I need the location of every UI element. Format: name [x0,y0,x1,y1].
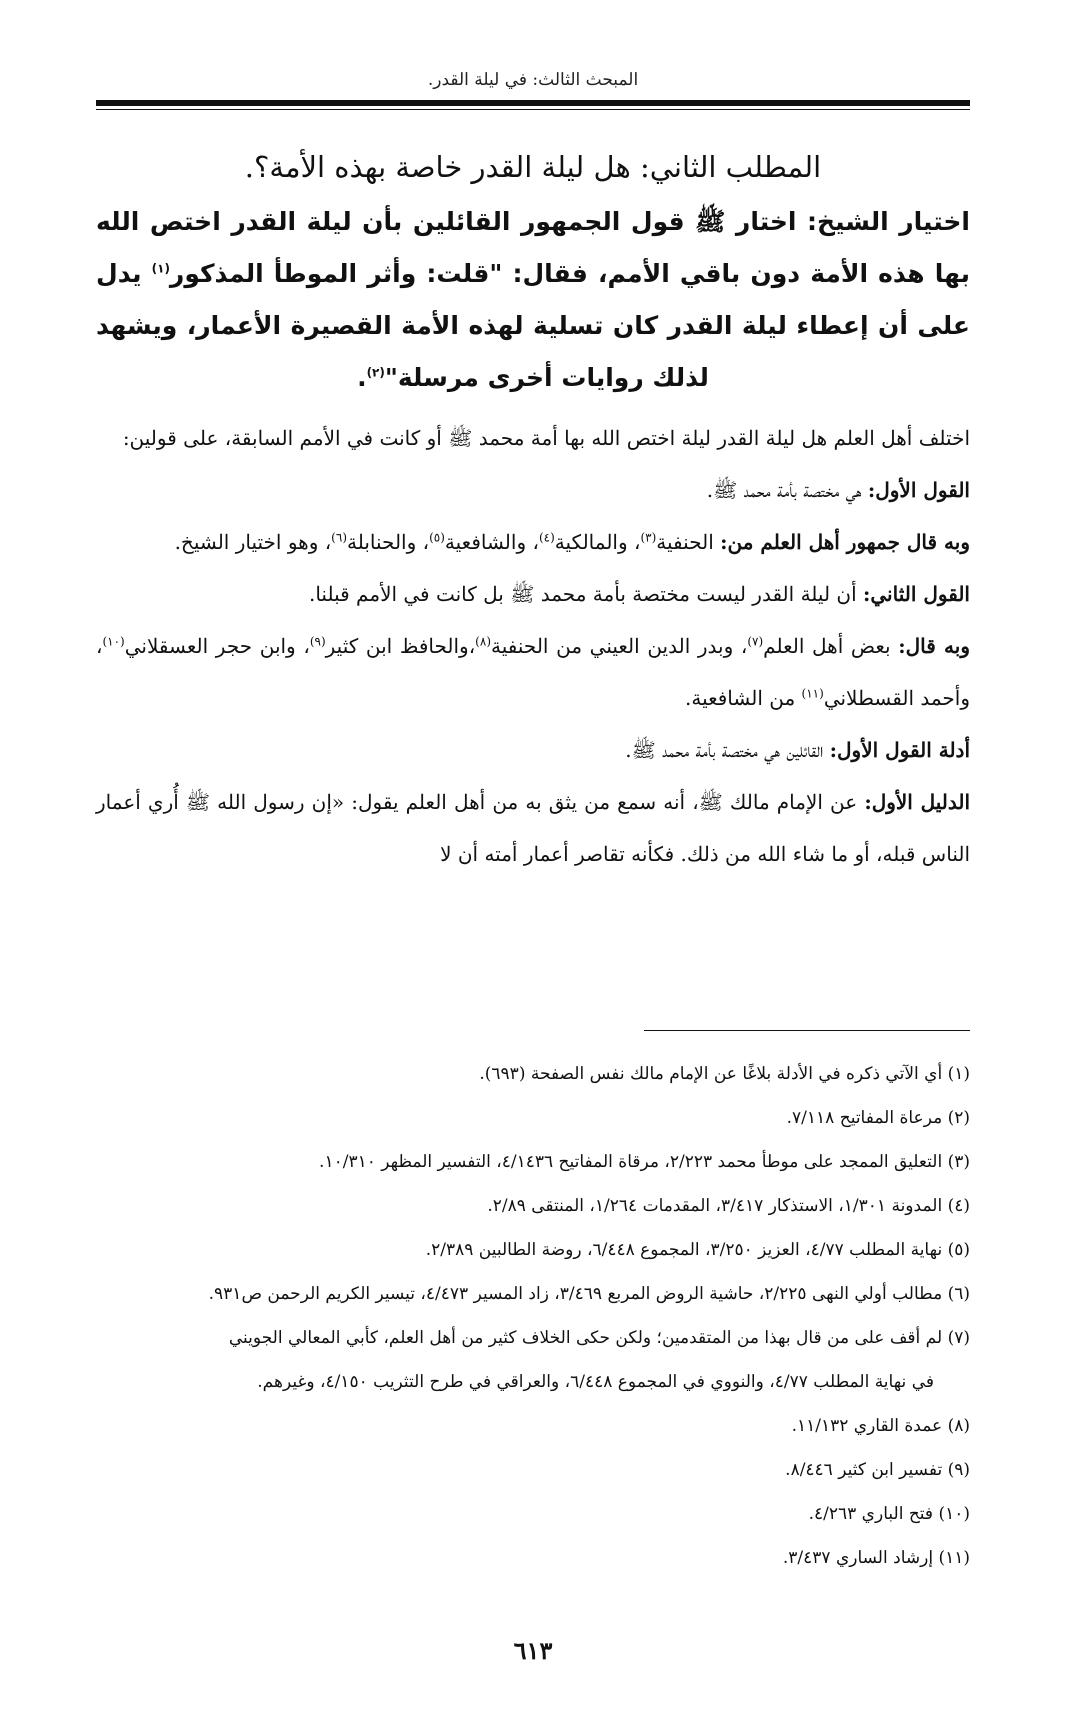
malikiya: ، والمالكية [554,530,641,554]
footnote-7: (٧) لم أقف على من قال بهذا من المتقدمين؛ ولكن حكى الخلاف كثير من أهل العلم، كأبي المعالي الجويني [228,1328,970,1348]
second-opinion [96,568,970,620]
footnotes [96,1052,970,1580]
holder-ibn-hajar: ، وابن حجر العسقلاني [124,634,310,658]
holder-aini: ، وبدر الدين العيني من الحنفية [491,634,748,658]
footnote-ref-5: (٥) [429,530,445,545]
evidence-label: أدلة القول الأول: [829,738,970,762]
footnote-ref-3: (٣) [640,530,657,545]
footnote-ref-10: (١٠) [102,634,125,649]
evidence-text: القائلين هي مختصة بأمة محمد ﷺ. [625,738,830,762]
hanabila: ، والحنابلة [347,530,430,554]
footnote-11: (١١) إرشاد الساري ٣/٤٣٧. [782,1548,970,1568]
footnote-ref-7: (٧) [747,634,764,649]
holder-some-scholars: بعض أهل العلم [763,634,899,658]
footnote-ref-4: (٤) [538,530,555,545]
first-opinion-text: هي مختصة بأمة محمد ﷺ. [706,478,868,502]
majority-label: وبه قال جمهور أهل العلم من: [720,530,970,554]
intro-paragraph: اختلف أهل العلم هل ليلة القدر ليلة اختص الله بها أمة محمد ﷺ أو كانت في الأمم السابقة، على قولين: [122,426,970,450]
first-proof [96,776,970,880]
second-opinion-text: أن ليلة القدر ليست مختصة بأمة محمد ﷺ بل كانت في الأمم قبلنا. [308,582,863,606]
first-proof-text: عن الإمام مالك ﷺ، أنه سمع من يثق به من أهل العلم يقول: «إن رسول الله ﷺ أُري أعمار الناس قبله، أو ما شاء الله من ذلك. فكأنه تقاصر أعمار أمته أن لا [96,790,970,866]
holder-ibn-kathir: ،والحافظ ابن كثير [325,634,476,658]
running-header: المبحث الثالث: في ليلة القدر. [427,70,639,90]
footnote-5: (٥) نهاية المطلب ٤/٧٧، العزيز ٣/٢٥٠، المجموع ٦/٤٤٨، روضة الطالبين ٢/٣٨٩. [425,1240,970,1260]
footnote-separator [644,1030,970,1031]
footnote-3: (٣) التعليق الممجد على موطأ محمد ٢/٢٢٣، مرقاة المفاتيح ٤/١٤٣٦، التفسير المظهر ١٠/٣١٠. [319,1152,970,1172]
footnote-7-continued: في نهاية المطلب ٤/٧٧، والنووي في المجموع ٦/٤٤٨، والعراقي في طرح التثريب ٤/١٥٠، وغيرهم. [257,1372,934,1392]
first-proof-label: الدليل الأول: [864,790,970,814]
sheikh-choice-text: اختيار الشيخ: اختار ﷺ قول الجمهور القائلين بأن ليلة القدر اختص الله بها هذه الأمة دون باقي الأمم، فقال: "قلت: وأثر الموطأ المذكور [96,207,971,288]
footnote-1: (١) أي الآتي ذكره في الأدلة بلاغًا عن الإمام مالك نفس الصفحة (٦٩٣). [479,1064,970,1084]
holders-end: من الشافعية. [684,686,802,710]
sheikh-choice-text-cont: يدل على أن إعطاء ليلة القدر كان تسلية لهذه الأمة القصيرة الأعمار، ويشهد لذلك روايات أخرى مرسلة" [96,259,970,392]
footnote-8: (٨) عمدة القاري ١١/١٣٢. [791,1416,970,1436]
second-opinion-holders [96,620,970,724]
header-rule-thin [96,109,970,110]
majority-end: ، وهو اختيار الشيخ. [174,530,332,554]
second-opinion-holders-label: وبه قال: [898,634,970,658]
footnote-10: (١٠) فتح الباري ٤/٢٦٣. [808,1504,970,1524]
section-title: المطلب الثاني: هل ليلة القدر خاصة بهذه الأمة؟. [244,150,822,184]
sheikh-choice-paragraph [96,196,970,404]
second-opinion-label: القول الثاني: [863,582,970,606]
footnote-6: (٦) مطالب أولي النهى ٢/٢٢٥، حاشية الروض المربع ٣/٤٦٩، زاد المسير ٤/٤٧٣، تيسير الكريم الرحمن ص٩٣١. [208,1284,970,1304]
first-opinion-label: القول الأول: [867,478,970,502]
footnote-2: (٢) مرعاة المفاتيح ٧/١١٨. [786,1108,970,1128]
majority-paragraph [96,516,970,568]
first-opinion-evidence [96,724,970,776]
body-text [96,412,970,880]
footnote-ref-2: (٢) [366,365,385,380]
footnote-ref-1: (١) [151,261,170,276]
hanafiya: الحنفية [656,530,721,554]
footnote-4: (٤) المدونة ١/٣٠١، الاستذكار ٣/٤١٧، المقدمات ١/٢٦٤، المنتقى ٢/٨٩. [487,1196,970,1216]
holder-qastallani: ، وأحمد القسطلاني [96,634,970,710]
footnote-ref-9: (٩) [309,634,326,649]
footnote-ref-6: (٦) [331,530,347,545]
first-opinion [96,464,970,516]
sheikh-choice-end: . [357,363,367,392]
header-rule-thick [96,100,970,106]
shafiiya: ، والشافعية [444,530,539,554]
footnote-ref-11: (١١) [801,686,824,701]
footnote-ref-8: (٨) [475,634,491,649]
footnote-9: (٩) تفسير ابن كثير ٨/٤٤٦. [785,1460,970,1480]
page-number: ٦١٣ [513,1636,553,1665]
